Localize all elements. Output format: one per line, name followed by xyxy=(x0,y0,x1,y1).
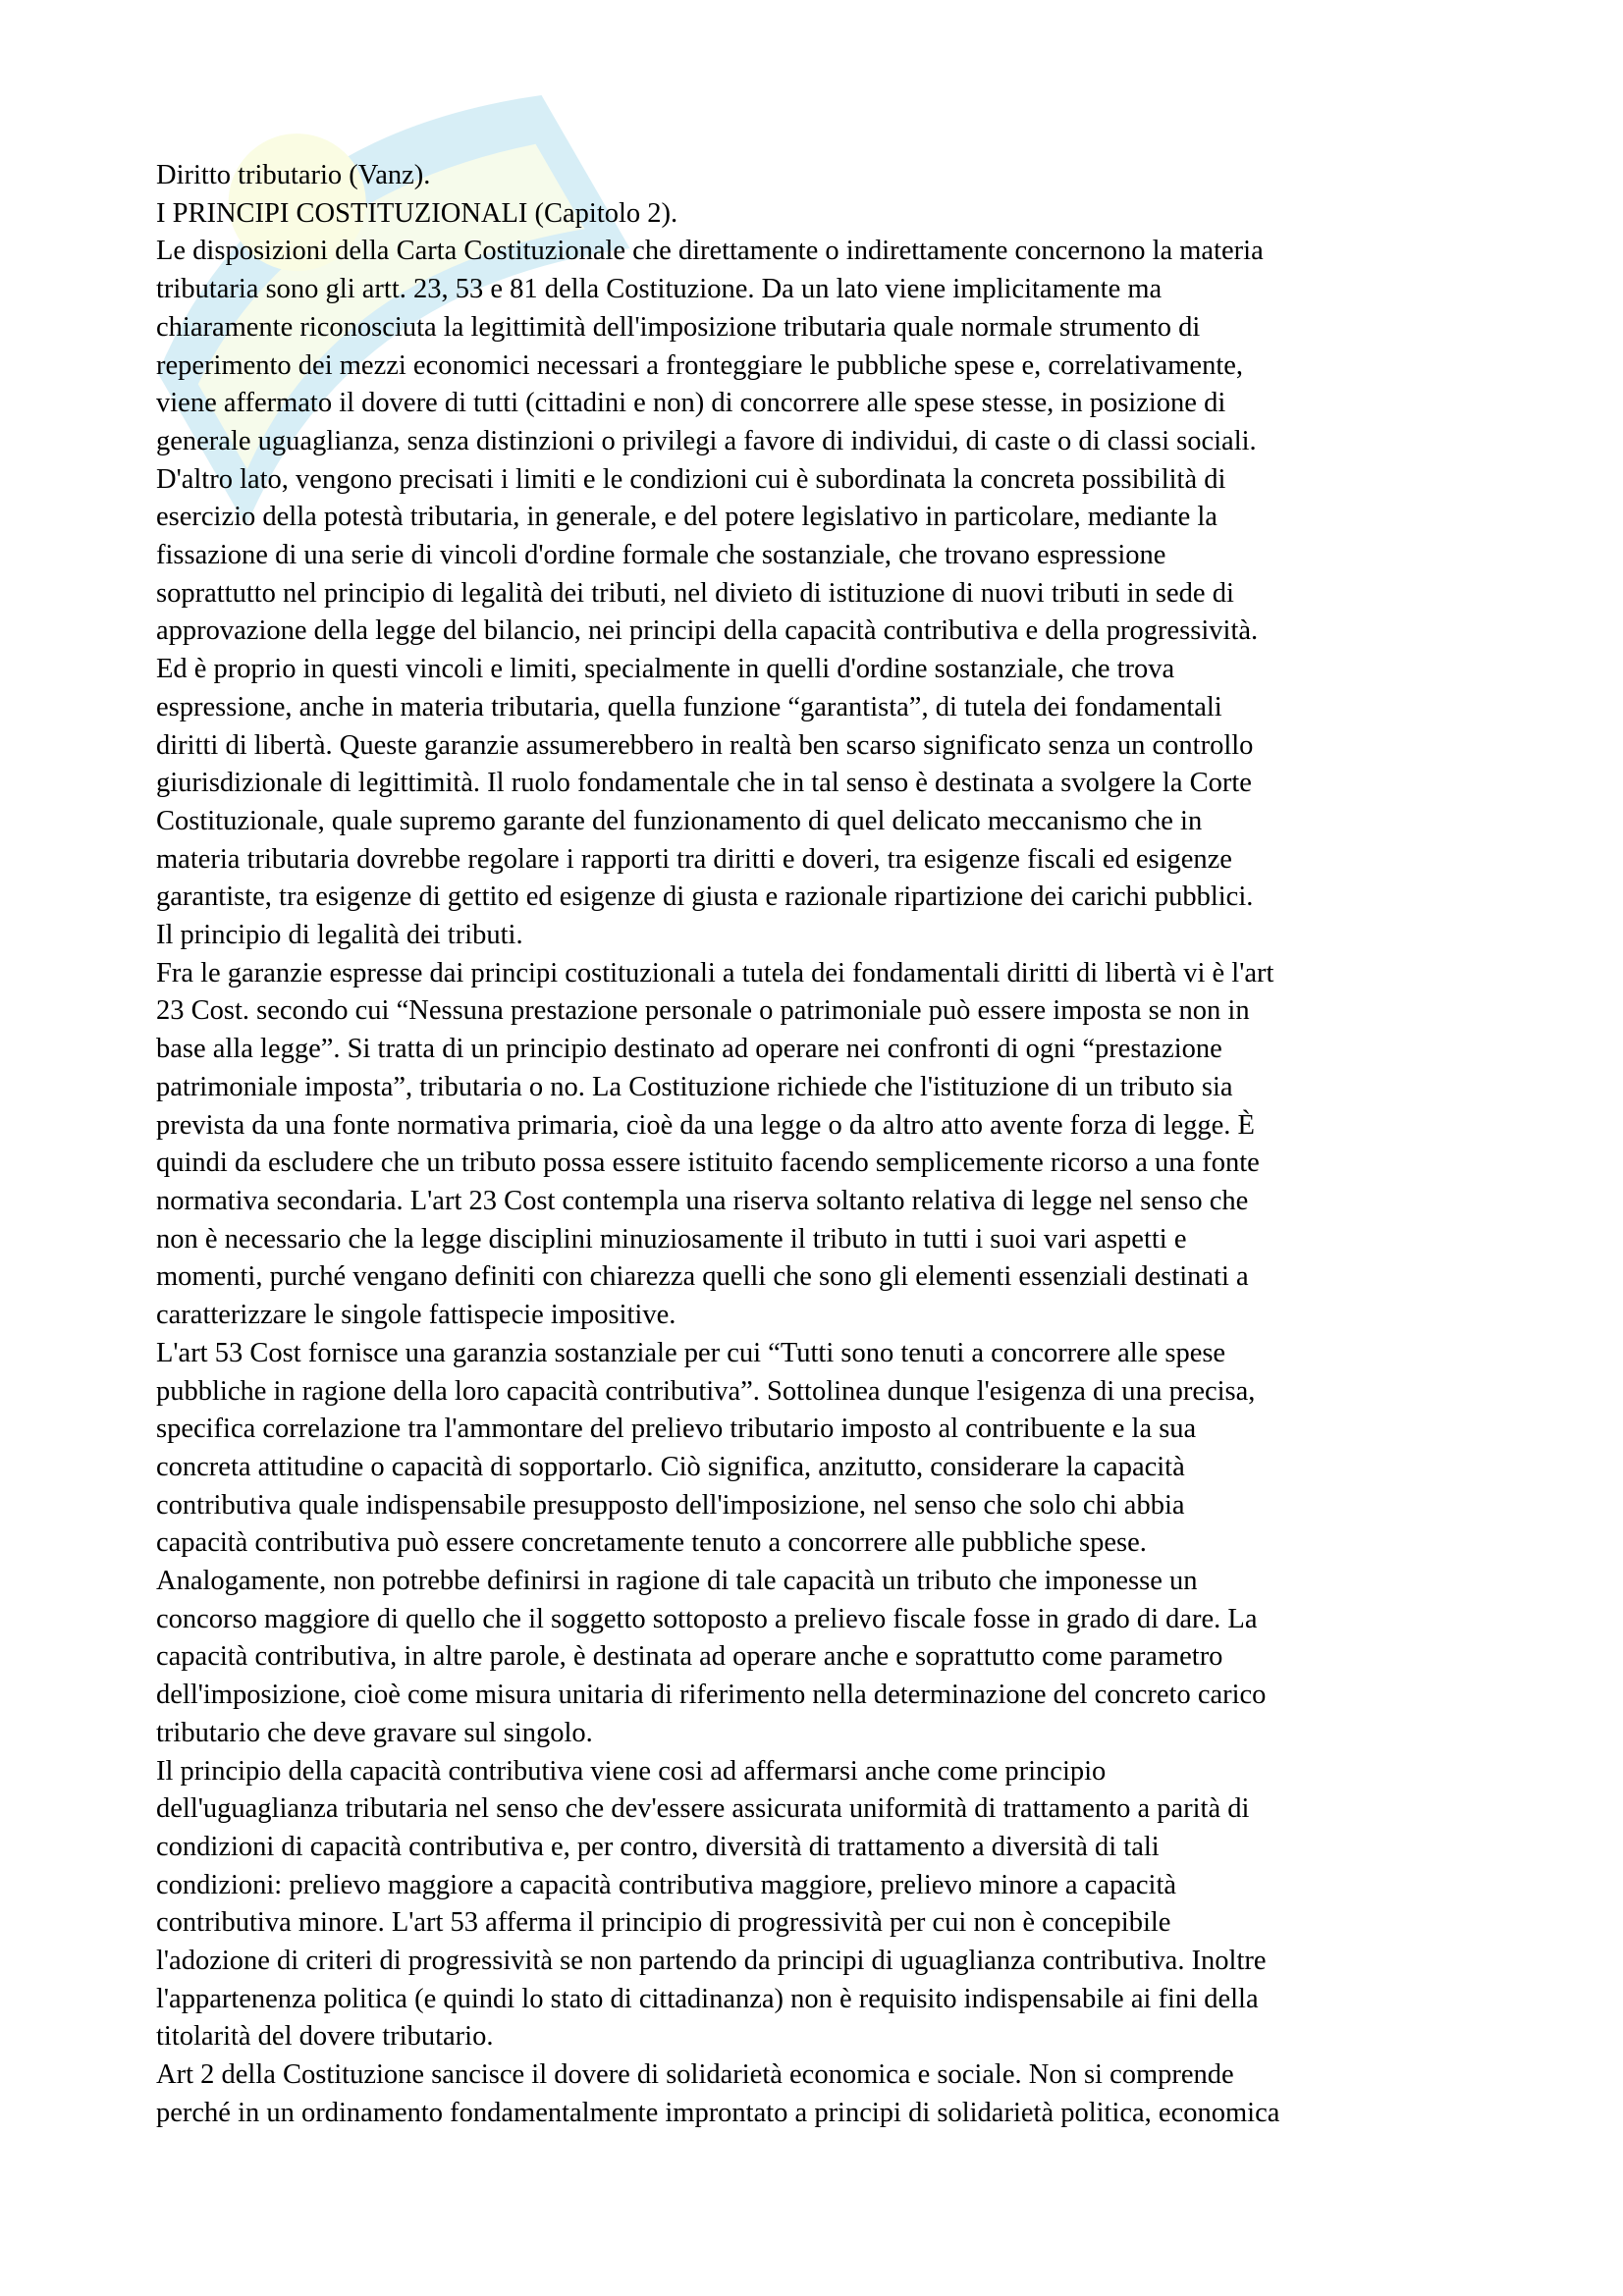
text-line: normativa secondaria. L'art 23 Cost contempla una riserva soltanto relativa di legge nel senso che xyxy=(156,1185,1249,1216)
text-line: pubbliche in ragione della loro capacità contributiva”. Sottolinea dunque l'esigenza di una precisa, xyxy=(156,1375,1256,1407)
text-line: dell'imposizione, cioè come misura unitaria di riferimento nella determinazione del concreto carico xyxy=(156,1680,1267,1711)
text-line: Fra le garanzie espresse dai principi costituzionali a tutela dei fondamentali diritti di libertà vi è l'art xyxy=(156,957,1274,988)
text-line: capacità contributiva può essere concretamente tenuto a concorrere alle pubbliche spese. xyxy=(156,1527,1147,1559)
text-line: giurisdizionale di legittimità. Il ruolo fondamentale che in tal senso è destinata a svolgere la Corte xyxy=(156,768,1252,799)
section-heading: Il principio di legalità dei tributi. xyxy=(156,920,523,951)
text-line: non è necessario che la legge disciplini minuziosamente il tributo in tutti i suoi vari aspetti e xyxy=(156,1223,1187,1255)
text-line: specifica correlazione tra l'ammontare del prelievo tributario imposto al contribuente e la sua xyxy=(156,1414,1197,1445)
text-line: condizioni: prelievo maggiore a capacità contributiva maggiore, prelievo minore a capacità xyxy=(156,1869,1177,1900)
text-line: prevista da una fonte normativa primaria, cioè da una legge o da altro atto avente forza di legge. È xyxy=(156,1109,1255,1141)
text-line: tributaria sono gli artt. 23, 53 e 81 della Costituzione. Da un lato viene implicitamente ma xyxy=(156,274,1163,305)
text-line: quindi da escludere che un tributo possa essere istituito facendo semplicemente ricorso a una fonte xyxy=(156,1148,1260,1179)
text-line: concorso maggiore di quello che il soggetto sottoposto a prelievo fiscale fosse in grado di dare. La xyxy=(156,1603,1258,1634)
text-line: L'art 53 Cost fornisce una garanzia sostanziale per cui “Tutti sono tenuti a concorrere alle spese xyxy=(156,1337,1226,1368)
text-line: l'appartenenza politica (e quindi lo stato di cittadinanza) non è requisito indispensabile ai fini della xyxy=(156,1983,1259,2014)
text-line: capacità contributiva, in altre parole, è destinata ad operare anche e soprattutto come parametro xyxy=(156,1641,1223,1673)
text-line: Analogamente, non potrebbe definirsi in ragione di tale capacità un tributo che imponesse un xyxy=(156,1566,1198,1597)
text-line: Costituzionale, quale supremo garante del funzionamento di quel delicato meccanismo che in xyxy=(156,805,1203,836)
text-line: fissazione di una serie di vincoli d'ordine formale che sostanziale, che trovano espressione xyxy=(156,540,1166,571)
text-line: l'adozione di criteri di progressività se non partendo da principi di uguaglianza contributiva. Inoltre xyxy=(156,1946,1267,1977)
document-body xyxy=(156,157,1491,2133)
text-line: contributiva quale indispensabile presupposto dell'imposizione, nel senso che solo chi abbia xyxy=(156,1489,1185,1521)
text-line: diritti di libertà. Queste garanzie assumerebbero in realtà ben scarso significato senza un controllo xyxy=(156,729,1254,761)
document-title: Diritto tributario (Vanz). xyxy=(156,160,431,190)
text-line: materia tributaria dovrebbe regolare i rapporti tra diritti e doveri, tra esigenze fiscali ed esigenze xyxy=(156,843,1232,875)
text-line: 23 Cost. secondo cui “Nessuna prestazione personale o patrimoniale può essere imposta se non in xyxy=(156,995,1250,1027)
text-line: reperimento dei mezzi economici necessari a fronteggiare le pubbliche spese e, correlativamente, xyxy=(156,349,1244,381)
text-line: espressione, anche in materia tributaria, quella funzione “garantista”, di tutela dei fondamentali xyxy=(156,691,1222,722)
text-line: patrimoniale imposta”, tributaria o no. La Costituzione richiede che l'istituzione di un tributo sia xyxy=(156,1071,1233,1102)
text-line: approvazione della legge del bilancio, nei principi della capacità contributiva e della progressività. xyxy=(156,615,1259,647)
text-line: chiaramente riconosciuta la legittimità dell'imposizione tributaria quale normale strumento di xyxy=(156,311,1201,343)
text-line: condizioni di capacità contributiva e, per contro, diversità di trattamento a diversità di tali xyxy=(156,1831,1160,1862)
text-line: dell'uguaglianza tributaria nel senso che dev'essere assicurata uniformità di trattamento a parità di xyxy=(156,1793,1250,1825)
text-line: Le disposizioni della Carta Costituzionale che direttamente o indirettamente concernono la materia xyxy=(156,236,1264,267)
text-line: viene affermato il dovere di tutti (cittadini e non) di concorrere alle spese stesse, in posizione di xyxy=(156,388,1226,419)
text-line: base alla legge”. Si tratta di un principio destinato ad operare nei confronti di ogni “prestazione xyxy=(156,1034,1222,1065)
text-line: caratterizzare le singole fattispecie impositive. xyxy=(156,1300,676,1331)
text-line: esercizio della potestà tributaria, in generale, e del potere legislativo in particolare, mediante la xyxy=(156,502,1217,533)
text-line: D'altro lato, vengono precisati i limiti e le condizioni cui è subordinata la concreta possibilità di xyxy=(156,463,1226,495)
text-line: concreta attitudine o capacità di sopportarlo. Ciò significa, anzitutto, considerare la capacità xyxy=(156,1451,1185,1482)
text-line: Ed è proprio in questi vincoli e limiti, specialmente in quelli d'ordine sostanziale, che trova xyxy=(156,654,1175,685)
chapter-heading: I PRINCIPI COSTITUZIONALI (Capitolo 2). xyxy=(156,197,678,229)
text-line: perché in un ordinamento fondamentalmente improntato a principi di solidarietà politica, economica xyxy=(156,2097,1280,2128)
text-line: titolarità del dovere tributario. xyxy=(156,2021,494,2053)
text-line: soprattutto nel principio di legalità dei tributi, nel divieto di istituzione di nuovi tributi in sede di xyxy=(156,577,1234,609)
text-line: generale uguaglianza, senza distinzioni o privilegi a favore di individui, di caste o di classi sociali. xyxy=(156,425,1257,456)
text-line: Il principio della capacità contributiva viene cosi ad affermarsi anche come principio xyxy=(156,1755,1107,1787)
text-line: tributario che deve gravare sul singolo. xyxy=(156,1717,593,1748)
text-line: momenti, purché vengano definiti con chiarezza quelli che sono gli elementi essenziali destinati a xyxy=(156,1261,1249,1293)
text-line: Art 2 della Costituzione sancisce il dovere di solidarietà economica e sociale. Non si comprende xyxy=(156,2059,1234,2091)
text-line: contributiva minore. L'art 53 afferma il principio di progressività per cui non è concepibile xyxy=(156,1907,1171,1939)
text-line: garantiste, tra esigenze di gettito ed esigenze di giusta e razionale ripartizione dei carichi pubblici. xyxy=(156,881,1254,913)
